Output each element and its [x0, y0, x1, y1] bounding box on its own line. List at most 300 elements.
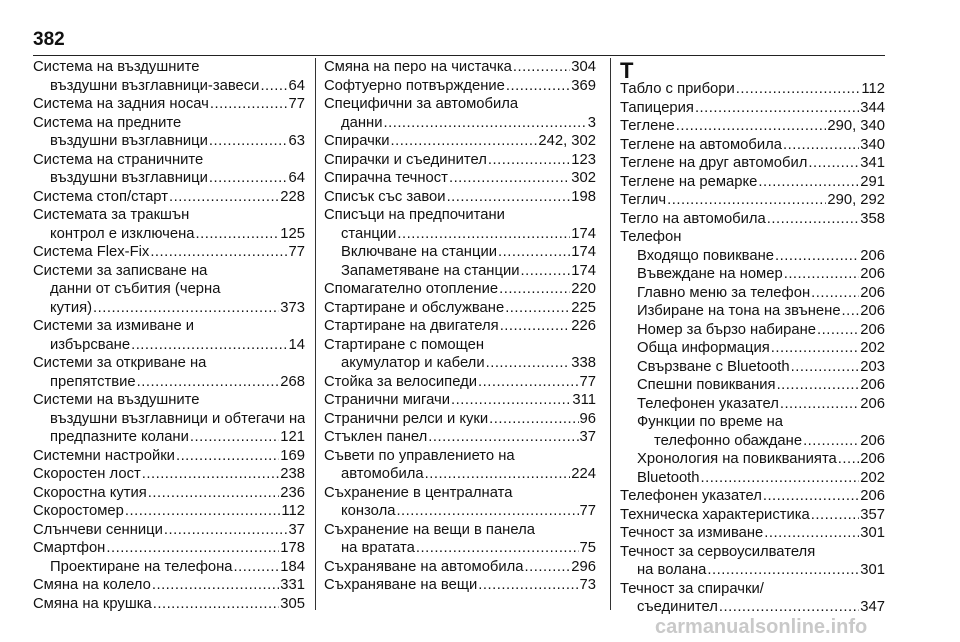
index-column-2: [324, 58, 596, 595]
entry-text: телефонно обаждане: [654, 432, 803, 449]
index-entry: [33, 354, 305, 391]
index-entry: [33, 391, 305, 447]
page-ref: 206: [860, 395, 885, 412]
entry-line: [33, 428, 305, 447]
index-entry: [324, 77, 596, 96]
watermark: carmanualsonline.info: [655, 616, 868, 638]
entry-line: [324, 317, 596, 336]
dot-leader: [811, 284, 859, 303]
dot-leader: [176, 447, 279, 466]
entry-text: Слънчеви сенници: [33, 521, 163, 538]
entry-text: Телефонен указател: [620, 488, 762, 504]
index-entry: [33, 114, 305, 151]
entry-text: станции: [341, 225, 397, 242]
entry-line: [33, 132, 305, 151]
dot-leader: [783, 136, 859, 155]
entry-text: Скоростомер: [33, 503, 124, 519]
page-ref: 121: [280, 429, 305, 445]
index-entry: [324, 317, 596, 336]
dot-leader: [383, 114, 586, 133]
entry-text: данни: [341, 114, 383, 131]
entry-line: [33, 595, 305, 614]
dot-leader: [150, 243, 287, 262]
entry-line: [324, 354, 596, 373]
page-ref: 369: [571, 77, 596, 94]
page-ref: 178: [280, 540, 305, 556]
entry-text: Спешни повиквания: [637, 377, 776, 393]
page-ref: 242, 302: [538, 133, 596, 149]
dot-leader: [736, 80, 861, 99]
index-entry: [324, 373, 596, 392]
entry-line: [620, 173, 885, 192]
entry-text: автомобила: [341, 466, 424, 482]
entry-line: Течност за сервоусилвателя: [620, 543, 816, 560]
entry-line: [324, 58, 596, 77]
entry-text: съединител: [637, 599, 718, 615]
entry-line: Специфични за автомобила: [324, 96, 519, 112]
dot-leader: [449, 169, 570, 188]
dot-leader: [811, 506, 860, 525]
dot-leader: [396, 502, 578, 521]
index-subentry: [324, 262, 596, 281]
index-subentry: [620, 339, 885, 358]
page-ref: 206: [860, 247, 885, 264]
entry-text: въздушни възглавници: [50, 170, 208, 186]
page-ref: 291: [860, 173, 885, 190]
entry-line: [33, 169, 305, 188]
index-entry: [33, 58, 305, 95]
entry-text: Теглене: [620, 118, 675, 134]
entry-line: [620, 487, 885, 506]
entry-line: [637, 432, 885, 451]
entry-text: Избиране на тона на звънене: [637, 303, 841, 319]
entry-line: [324, 428, 596, 447]
index-subentry: [620, 302, 885, 321]
index-entry: [324, 428, 596, 447]
index-entry: [620, 487, 885, 506]
dot-leader: [842, 302, 860, 321]
dot-leader: [234, 558, 280, 577]
page-ref: 77: [288, 244, 305, 260]
page-ref: 236: [280, 484, 305, 501]
entry-text: Спирачки и съединител: [324, 151, 487, 168]
dot-leader: [791, 358, 860, 377]
dot-leader: [838, 450, 860, 469]
entry-line: Системи за записване на: [33, 262, 208, 279]
entry-line: [324, 299, 596, 318]
index-entry: [324, 169, 596, 188]
index-entry: [620, 136, 885, 155]
entry-text: акумулатор и кабели: [341, 355, 485, 371]
page-ref: 344: [860, 99, 885, 116]
page-ref: 174: [571, 262, 596, 279]
index-subentry: [620, 321, 885, 340]
entry-line: [33, 225, 305, 244]
dot-leader: [93, 299, 279, 318]
entry-line: [637, 469, 885, 488]
index-entry: [324, 558, 596, 577]
entry-text: Тапицерия: [620, 99, 694, 116]
dot-leader: [169, 188, 279, 207]
index-entry: [324, 521, 596, 558]
dot-leader: [817, 321, 859, 340]
entry-line: Съвети по управлението на: [324, 447, 515, 464]
page-ref: 225: [571, 299, 596, 316]
entry-text: на вратата: [341, 540, 415, 556]
entry-text: Номер за бързо набиране: [637, 321, 817, 338]
index-entry: [33, 151, 305, 188]
dot-leader: [499, 280, 570, 299]
entry-text: Софтуерно потвърждение: [324, 77, 505, 94]
index-subentry: [620, 450, 885, 469]
page-ref: 198: [571, 188, 596, 205]
page-ref: 3: [587, 114, 596, 131]
entry-text: Спирачки: [324, 133, 390, 149]
dot-leader: [777, 376, 860, 395]
page-ref: 331: [280, 577, 305, 593]
dot-leader: [500, 317, 571, 336]
entry-line: [324, 539, 596, 558]
page-ref: 206: [860, 284, 885, 301]
page-ref: 301: [860, 525, 885, 541]
page-ref: 125: [280, 225, 305, 242]
index-entry: [620, 80, 885, 99]
entry-line: [33, 188, 305, 207]
dot-leader: [260, 77, 287, 96]
index-entry: [33, 317, 305, 354]
entry-text: Въвеждане на номер: [637, 266, 783, 282]
entry-text: Скоростен лост: [33, 466, 141, 482]
entry-text: Теглене на ремарке: [620, 173, 758, 190]
page-ref: 63: [288, 133, 305, 149]
entry-line: [324, 169, 596, 188]
entry-text: Тегло на автомобила: [620, 210, 766, 227]
entry-line: [33, 299, 305, 318]
index-subentry: [33, 558, 305, 577]
entry-text: Теглич: [620, 192, 667, 208]
entry-text: избърсване: [50, 336, 131, 353]
entry-text: Стартиране и обслужване: [324, 299, 505, 316]
page-ref: 206: [860, 321, 885, 338]
entry-line: [324, 391, 596, 410]
dot-leader: [767, 210, 860, 229]
dot-leader: [148, 484, 280, 503]
index-entry: [33, 243, 305, 262]
entry-text: въздушни възглавници-завеси: [50, 77, 260, 94]
dot-leader: [486, 354, 571, 373]
index-entry: [324, 576, 596, 595]
entry-text: Обща информация: [637, 340, 770, 356]
page-ref: 338: [571, 355, 596, 371]
entry-line: [324, 280, 596, 299]
page-ref: 311: [572, 392, 596, 408]
page-ref: 305: [280, 595, 305, 612]
dot-leader: [190, 428, 279, 447]
entry-text: Съхраняване на автомобила: [324, 558, 524, 575]
entry-line: [324, 151, 596, 170]
index-entry: [324, 391, 596, 410]
page-ref: 123: [571, 151, 596, 168]
index-entry: [324, 410, 596, 429]
entry-line: [33, 447, 305, 466]
dot-leader: [695, 99, 859, 118]
index-entry: [324, 299, 596, 318]
entry-line: [620, 524, 885, 543]
entry-line: Течност за спирачки/: [620, 580, 764, 597]
page-ref: 357: [860, 506, 885, 523]
entry-line: [637, 284, 885, 303]
page-ref: 373: [280, 299, 305, 316]
index-entry: [33, 521, 305, 540]
index-entry: [33, 206, 305, 243]
entry-line: [33, 373, 305, 392]
page-ref: 203: [860, 358, 885, 375]
entry-line: [637, 376, 885, 395]
dot-leader: [425, 465, 571, 484]
page-ref: 73: [579, 577, 596, 593]
index-entry: [620, 210, 885, 229]
entry-line: [324, 502, 596, 521]
entry-text: Списък със завои: [324, 188, 446, 205]
entry-line: Система на въздушните: [33, 59, 200, 75]
page-ref: 341: [860, 155, 885, 171]
entry-text: Спомагателно отопление: [324, 281, 499, 297]
dot-leader: [784, 265, 860, 284]
entry-line: [324, 225, 596, 244]
page-ref: 64: [288, 77, 305, 94]
entry-line: данни от събития (черна: [50, 281, 221, 297]
entry-text: Странични релси и куки: [324, 410, 489, 427]
entry-text: Странични мигачи: [324, 392, 451, 408]
entry-text: препятствие: [50, 373, 136, 390]
dot-leader: [428, 428, 578, 447]
page-ref: 112: [281, 503, 305, 519]
index-entry: [324, 206, 596, 243]
index-entry: [33, 484, 305, 503]
dot-leader: [142, 465, 280, 484]
dot-leader: [707, 561, 859, 580]
entry-text: Стойка за велосипеди: [324, 373, 477, 390]
dot-leader: [764, 524, 859, 543]
page-ref: 206: [860, 377, 885, 393]
dot-leader: [489, 410, 578, 429]
entry-line: [620, 210, 885, 229]
entry-line: Стартиране с помощен: [324, 336, 485, 353]
index-subentry: [620, 265, 885, 284]
index-subentry: [620, 284, 885, 303]
index-subentry: [324, 243, 596, 262]
entry-text: Входящо повикване: [637, 247, 775, 264]
dot-leader: [137, 373, 280, 392]
page-ref: 226: [571, 318, 596, 334]
entry-text: Система стоп/старт: [33, 188, 168, 205]
entry-line: [33, 243, 305, 262]
dot-leader: [125, 502, 281, 521]
index-column-3: [620, 58, 885, 617]
dot-leader: [131, 336, 287, 355]
entry-text: Табло с прибори: [620, 81, 735, 97]
page-ref: 347: [860, 599, 885, 615]
page-ref: 206: [860, 451, 885, 467]
entry-line: [324, 114, 596, 133]
entry-line: [50, 558, 305, 577]
index-column-1: [33, 58, 305, 613]
index-entry: [324, 336, 596, 373]
index-entry: [324, 58, 596, 77]
index-entry: [324, 280, 596, 299]
entry-line: [620, 191, 885, 210]
entry-text: Главно меню за телефон: [637, 284, 811, 301]
index-entry: [33, 447, 305, 466]
entry-text: конзола: [341, 503, 396, 519]
entry-text: Bluetooth: [637, 469, 700, 486]
index-entry: [620, 117, 885, 136]
dot-leader: [780, 395, 859, 414]
dot-leader: [210, 95, 288, 114]
entry-text: Свързване с Bluetooth: [637, 358, 790, 375]
dot-leader: [513, 58, 570, 77]
entry-line: [637, 247, 885, 266]
entry-line: [33, 465, 305, 484]
index-entry: [33, 595, 305, 614]
entry-text: Включване на станции: [341, 244, 497, 260]
index-entry: [620, 506, 885, 525]
entry-line: [324, 576, 596, 595]
page-ref: 302: [571, 170, 596, 186]
index-subentry: [620, 376, 885, 395]
entry-text: Стъклен панел: [324, 429, 428, 445]
entry-text: Смяна на перо на чистачка: [324, 59, 512, 75]
entry-line: [620, 598, 885, 617]
page-ref: 112: [861, 81, 885, 97]
entry-text: на волана: [637, 562, 707, 578]
index-subentry: [620, 395, 885, 414]
entry-line: [324, 373, 596, 392]
entry-text: Техническа характеристика: [620, 506, 810, 523]
entry-line: [620, 561, 885, 580]
entry-text: Телефон: [620, 229, 682, 245]
entry-line: Система на предните: [33, 114, 182, 131]
index-entry: [620, 191, 885, 210]
dot-leader: [758, 173, 859, 192]
entry-line: [33, 95, 305, 114]
entry-text: Съхраняване на вещи: [324, 577, 478, 593]
entry-line: [620, 99, 885, 118]
entry-line: [324, 465, 596, 484]
dot-leader: [106, 539, 279, 558]
dot-leader: [451, 391, 571, 410]
page-number: 382: [33, 29, 65, 50]
entry-text: Теглене на друг автомобил: [620, 155, 808, 171]
section-heading: Т: [620, 58, 634, 83]
dot-leader: [520, 262, 570, 281]
dot-leader: [701, 469, 860, 488]
entry-line: Система на страничните: [33, 151, 204, 168]
page-ref: 358: [860, 210, 885, 227]
entry-text: Телефонен указател: [637, 395, 779, 412]
entry-line: Списъци на предпочитани: [324, 207, 505, 223]
entry-line: Системи на въздушните: [33, 392, 200, 408]
entry-line: [620, 154, 885, 173]
entry-text: Проектиране на телефона: [50, 558, 233, 575]
index-entry: [324, 151, 596, 170]
page-ref: 206: [860, 266, 885, 282]
entry-line: [33, 77, 305, 96]
page-ref: 174: [571, 244, 596, 260]
entry-line: [324, 188, 596, 207]
entry-text: Запаметяване на станции: [341, 262, 520, 279]
dot-leader: [498, 243, 570, 262]
index-entry: [620, 154, 885, 173]
index-entry: [620, 99, 885, 118]
dot-leader: [152, 576, 279, 595]
page-ref: 174: [571, 225, 596, 242]
page-ref: 290, 292: [827, 192, 885, 208]
entry-line: [33, 521, 305, 540]
entry-text: Скоростна кутия: [33, 484, 147, 501]
page-ref: 228: [280, 188, 305, 205]
dot-leader: [505, 299, 570, 318]
index-entry: [33, 262, 305, 318]
entry-line: [33, 502, 305, 521]
entry-line: [324, 558, 596, 577]
entry-line: [637, 302, 885, 321]
dot-leader: [676, 117, 827, 136]
entry-line: [33, 484, 305, 503]
dot-leader: [478, 576, 578, 595]
page-ref: 37: [288, 521, 305, 538]
index-entry: [33, 502, 305, 521]
dot-leader: [808, 154, 859, 173]
page-ref: 340: [860, 136, 885, 153]
index-entry: [33, 95, 305, 114]
entry-line: Функции по време на: [637, 414, 783, 430]
page-ref: 169: [280, 447, 305, 464]
index-entry: [620, 524, 885, 543]
entry-line: [324, 410, 596, 429]
page-ref: 301: [860, 562, 885, 578]
entry-line: [620, 117, 885, 136]
index-subentry: [620, 247, 885, 266]
entry-text: Системни настройки: [33, 447, 175, 464]
page-ref: 202: [860, 469, 885, 486]
entry-line: [620, 506, 885, 525]
index-subentry: [620, 413, 885, 450]
dot-leader: [416, 539, 579, 558]
dot-leader: [775, 247, 859, 266]
index-entry: [324, 188, 596, 207]
index-entry: [33, 465, 305, 484]
page-ref: 77: [579, 503, 596, 519]
entry-line: [341, 243, 596, 262]
page-ref: 77: [288, 96, 305, 112]
page-ref: 206: [860, 488, 885, 504]
page-ref: 220: [571, 281, 596, 297]
page-ref: 238: [280, 466, 305, 482]
entry-text: Система на задния носач: [33, 96, 209, 112]
entry-line: [33, 336, 305, 355]
dot-leader: [525, 558, 571, 577]
entry-text: Система Flex-Fix: [33, 244, 150, 260]
page-ref: 64: [288, 170, 305, 186]
dot-leader: [478, 373, 579, 392]
entry-line: Системата за тракшън: [33, 207, 190, 223]
dot-leader: [164, 521, 288, 540]
entry-text: кутия): [50, 299, 93, 316]
dot-leader: [719, 598, 859, 617]
page-ref: 37: [579, 429, 596, 445]
column-divider-1: [315, 58, 316, 610]
